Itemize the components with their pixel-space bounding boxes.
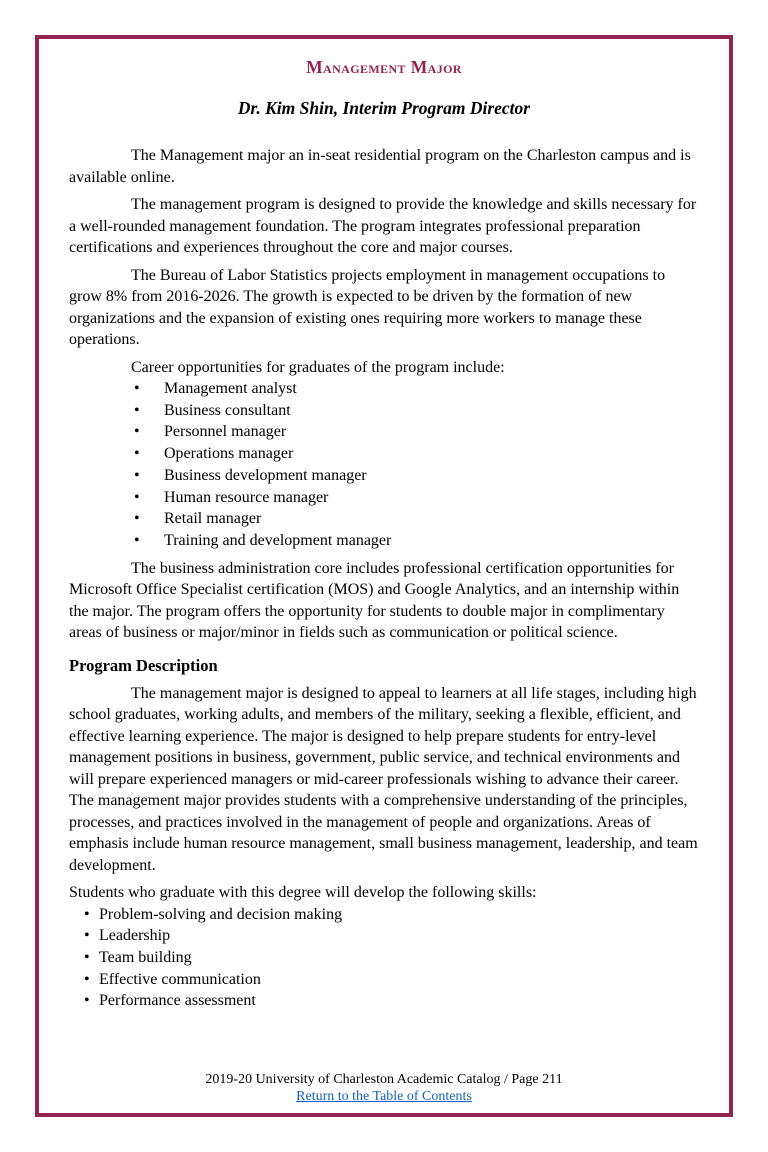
list-item-label: Performance assessment: [99, 992, 256, 1010]
list-item-label: Business consultant: [164, 401, 291, 419]
skills-intro: Students who graduate with this degree will develop the following skills:: [69, 884, 537, 902]
intro-paragraph-4: The business administration core includes professional certification opportunities for Microsoft Office Specialist certification (MOS) and Google Analytics, and an internship within the major. The program offers the opportunity for students to double major in complimentary areas of business or major/minor in fields such as communication or political science.: [69, 559, 680, 642]
program-director-line: Dr. Kim Shin, Interim Program Director: [237, 98, 531, 118]
bullet-icon: •: [134, 423, 140, 441]
bullet-icon: •: [134, 466, 140, 484]
catalog-page-number-line: 2019-20 University of Charleston Academic Catalog / Page 211: [205, 1072, 563, 1087]
career-opportunities-list: [69, 378, 699, 552]
intro-paragraph-3: The Bureau of Labor Statistics projects employment in management occupations to grow 8% from 2016-2026. The growth is expected to be driven by the formation of new organizations and the expansion of existing ones requiring more workers to manage these operations.: [69, 266, 666, 348]
list-item: [69, 925, 699, 947]
list-item-label: Team building: [99, 949, 192, 967]
list-item-label: Management analyst: [164, 380, 297, 397]
bullet-icon: •: [134, 531, 140, 549]
list-item: [69, 947, 699, 969]
list-item: [69, 378, 699, 400]
catalog-page-content: [43, 43, 725, 1109]
intro-paragraph-2: The management program is designed to provide the knowledge and skills necessary for a well-rounded management foundation. The program integrates professional preparation certifications and experiences throughout the core and major courses.: [69, 196, 697, 256]
list-item-label: Training and development manager: [164, 531, 392, 549]
page-title: Management Major: [306, 57, 462, 77]
intro-paragraph-1: The Management major an in-seat residential program on the Charleston campus and is available online.: [69, 147, 691, 186]
list-item-label: Retail manager: [164, 510, 262, 528]
program-description-heading: Program Description: [69, 655, 218, 675]
bullet-icon: •: [134, 488, 140, 506]
bullet-icon: •: [84, 992, 90, 1010]
list-item-label: Business development manager: [164, 466, 367, 484]
list-item-label: Personnel manager: [164, 423, 287, 441]
bullet-icon: •: [134, 510, 140, 528]
list-item-label: Operations manager: [164, 445, 294, 463]
skills-list: [69, 904, 699, 1013]
list-item-label: Leadership: [99, 927, 171, 945]
careers-intro: Career opportunities for graduates of the program include:: [131, 358, 505, 376]
bullet-icon: •: [84, 970, 90, 988]
list-item: [69, 421, 699, 443]
list-item: [69, 443, 699, 465]
list-item: [69, 400, 699, 422]
bullet-icon: •: [134, 401, 140, 419]
list-item: [69, 530, 699, 552]
list-item: [69, 904, 699, 926]
list-item: [69, 508, 699, 530]
list-item: [69, 465, 699, 487]
list-item-label: Effective communication: [99, 970, 261, 988]
program-description-paragraph: The management major is designed to appeal to learners at all life stages, including high school graduates, working adults, and members of the military, seeking a flexible, efficient, and effective learning experience. The major is designed to help prepare students for entry-level management positions in business, government, public service, and technical environments and will prepare experienced managers or mid-career professionals wishing to advance their career. The management major provides students with a comprehensive understanding of the principles, processes, and practices involved in the management of people and organizations. Areas of emphasis include human resource management, small business management, leadership, and team development.: [69, 684, 698, 874]
list-item-label: Human resource manager: [164, 488, 329, 506]
bullet-icon: •: [134, 380, 140, 397]
list-item: [69, 487, 699, 509]
bullet-icon: •: [134, 445, 140, 463]
return-to-toc-link[interactable]: Return to the Table of Contents: [296, 1089, 472, 1104]
page-border: [35, 35, 733, 1117]
bullet-icon: •: [84, 949, 90, 967]
list-item-label: Problem-solving and decision making: [99, 905, 343, 923]
list-item: [69, 969, 699, 991]
bullet-icon: •: [84, 905, 90, 923]
bullet-icon: •: [84, 927, 90, 945]
list-item: [69, 990, 699, 1012]
page-footer: [43, 1071, 725, 1109]
